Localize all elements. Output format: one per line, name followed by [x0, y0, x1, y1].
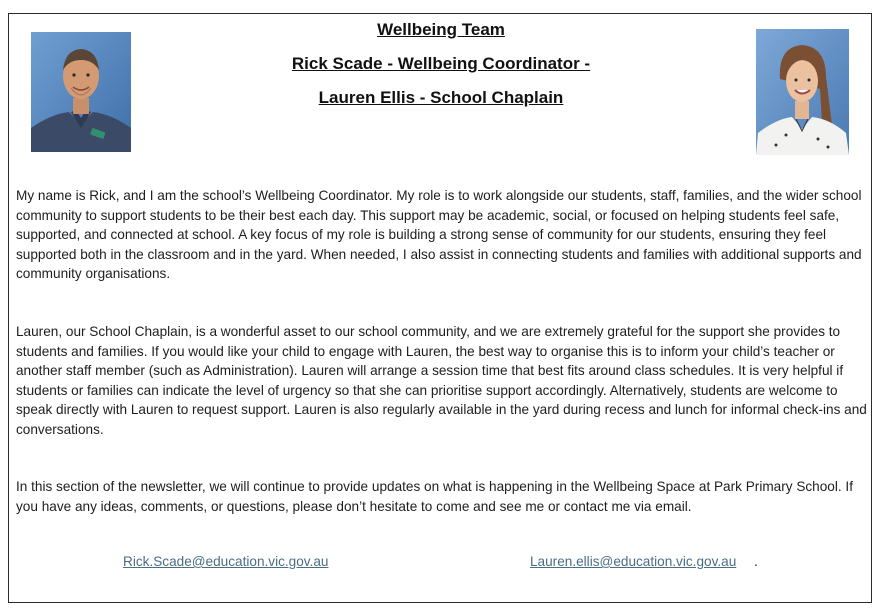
person-photo-icon	[756, 29, 849, 155]
rick-email-link[interactable]: Rick.Scade@education.vic.gov.au	[123, 554, 329, 569]
chaplain-heading: Lauren Ellis - School Chaplain	[318, 88, 564, 107]
person-photo-icon	[31, 32, 131, 152]
lauren-photo	[756, 29, 849, 155]
updates-paragraph: In this section of the newsletter, we will continue to provide updates on what is happening in the Wellbeing Space at Park Primary School. If you have any ideas, comments, or questions, please don’t hesitate to come and see me or contact me via email.	[16, 479, 853, 514]
rick-photo	[31, 32, 131, 152]
lauren-email-link[interactable]: Lauren.ellis@education.vic.gov.au	[530, 554, 737, 569]
coordinator-heading: Rick Scade - Wellbeing Coordinator -	[291, 54, 591, 73]
section-title: Wellbeing Team	[377, 20, 505, 39]
rick-intro-paragraph: My name is Rick, and I am the school’s Wellbeing Coordinator. My role is to work alongside our students, staff, families, and the wider school community to support students to be their best each day. This support may be academic, social, or focused on helping students feel safe, supported, and connected at school. A key focus of my role is building a strong sense of community for our students, ensuring they feel supported both in the classroom and in the yard. When needed, I also assist in connecting students and families with additional supports and community organisations.	[16, 188, 862, 282]
trailing-period: .	[754, 554, 758, 569]
lauren-intro-paragraph: Lauren, our School Chaplain, is a wonderful asset to our school community, and we are extremely grateful for the support she provides to students and families. If you would like your child to engage with Lauren, the best way to organise this is to inform your child’s teacher or another staff member (such as Administration). Lauren will arrange a session time that best fits around class schedules. It is very helpful if students or families can indicate the level of urgency so that she can prioritise support accordingly. Alternatively, students are welcome to speak directly with Lauren to request support. Lauren is also regularly available in the yard during recess and lunch for informal check-ins and conversations.	[16, 324, 867, 437]
